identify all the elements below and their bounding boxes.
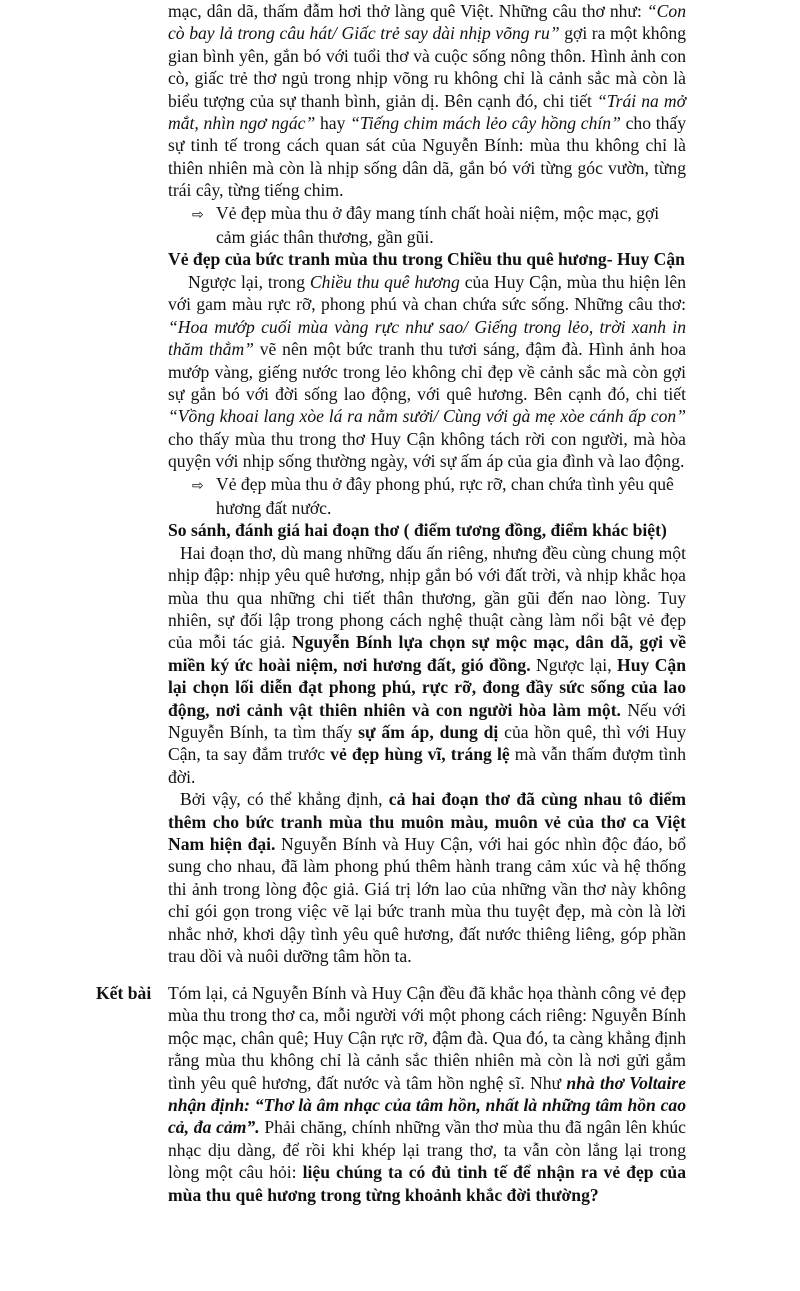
comparison-heading: So sánh, đánh giá hai đoạn thơ ( điểm tương đồng, điểm khác biệt) (168, 520, 667, 541)
text-run: “Trái na mở mắt, nhìn ngơ ngác” (168, 90, 686, 134)
text-run: Hai đoạn thơ, dù mang những dấu ấn riêng, nhưng đều cùng chung một nhịp đập: nhịp yêu quê hương, nhịp gắn bó với đất trời, và nhịp khắc họa mùa thu qua những chi tiết thân thương, gần gũi đến nao lòng. Tuy nhiên, sự đối lập trong phong cách nghệ thuật càng làm nổi bật vẻ đẹp của mỗi tác giả. (168, 542, 686, 653)
text-run: Chiều thu quê hương (309, 271, 460, 292)
text-run: cho thấy sự tinh tế trong cách quan sát của Nguyễn Bính: mùa thu không chỉ là thiên nhiên mà còn là nhịp sống dân dã, gắn bó với từng góc vườn, từng trái cây, từng tiếng chim. (168, 113, 687, 201)
text-run: “Hoa mướp cuối mùa vàng rực như sao/ Giếng trong lẻo, trời xanh in thăm thẳm” (168, 316, 686, 360)
right-arrow-icon: ⇨ (192, 206, 204, 223)
text-run: mạc, dân dã, thấm đẫm hơi thở làng quê Việt. Những câu thơ như: (168, 1, 647, 21)
text-run: cả hai đoạn thơ đã cùng nhau tô điểm thêm cho bức tranh mùa thu muôn màu, muôn vẻ của thơ ca Việt Nam hiện đại. (168, 789, 687, 855)
text-run: của hồn quê, thì với Huy Cận, ta say đắm trước (168, 722, 686, 765)
text-run: của Huy Cận, mùa thu hiện lên với gam màu rực rỡ, phong phú và chan chứa sức sống. Những câu thơ: (168, 271, 686, 315)
text-run: mà vẫn thấm đượm tình đời. (168, 744, 686, 787)
text-run: hay (315, 113, 351, 134)
ket-bai-label: Kết bài (96, 983, 152, 1003)
huy-can-paragraph (168, 271, 686, 473)
text-run: vẽ nên một bức tranh thu tươi sáng, đậm đà. Hình ảnh hoa mướp vàng, giếng nước trong lẻo không chỉ đẹp về cảnh sắc mà còn gợi sự gắn bó với đời sống lao động, với quê hương. Bên cạnh đó, chi tiết (168, 339, 687, 404)
text-run: Phải chăng, chính những vần thơ mùa thu đã ngân lên khúc nhạc dịu dàng, để rồi khi khép lại trang thơ, ta vẫn còn lắng lại trong lòng một câu hỏi: (168, 1117, 686, 1183)
text-run: Ngược lại, trong (188, 271, 310, 292)
ket-bai-column (168, 982, 686, 1206)
text-run: Nguyễn Bính và Huy Cận, với hai góc nhìn độc đáo, bổ sung cho nhau, đã làm phong phú thêm hành trang cảm xúc và hệ thống thi ảnh trong lòng độc giả. Giá trị lớn lao của những vần thơ này không chỉ gói gọn trong việc vẽ lại bức tranh mùa thu tuyệt đẹp, mà còn là lời nhắc nhở, khơi dậy tình yêu quê hương, đất nước thiêng liêng, góp phần trau dồi và nuôi dưỡng tâm hồn ta. (168, 834, 686, 967)
text-run: nhà thơ Voltaire nhận định: “Thơ là âm nhạc của tâm hồn, nhất là những tâm hồn cao cả, đa cảm”. (168, 1072, 686, 1138)
text-run: sự ấm áp, dung dị (358, 722, 499, 742)
text-run: cho thấy mùa thu trong thơ Huy Cận không tách rời con người, mà hòa quyện với nhịp sống thường ngày, với sự ấm áp của gia đình và lao động. (168, 428, 686, 472)
text-run: “Tiếng chim mách lẻo cây hồng chín” (350, 113, 621, 134)
text-run: Tóm lại, cả Nguyễn Bính và Huy Cận đều đã khắc họa thành công vẻ đẹp mùa thu trong thơ ca, mỗi người với một phong cách riêng: Nguyễn Bính mộc mạc, chân quê; Huy Cận rực rỡ, đậm đà. Qua đó, ta càng khẳng định rằng mùa thu không chỉ là cảnh sắc thiên nhiên mà còn là nơi gửi gắm tình yêu quê hương, đất nước và tâm hồn nghệ sĩ. Như (168, 983, 686, 1093)
text-run: Ngược lại, (530, 654, 618, 675)
text-run: vẻ đẹp hùng vĩ, tráng lệ (330, 744, 510, 765)
text-run: liệu chúng ta có đủ tinh tế để nhận ra vẻ đẹp của mùa thu quê hương trong từng khoảnh khắc đời thường? (168, 1162, 686, 1205)
text-run: Huy Cận lại chọn lối diễn đạt phong phú, rực rỡ, đong đầy sức sống của lao động, nơi cảnh vật thiên nhiên và con người hòa làm một. (168, 654, 686, 720)
right-arrow-icon: ⇨ (192, 477, 204, 494)
text-run: “Con cò bay lả trong câu hát/ Giấc trẻ say dài nhịp võng ru” (168, 1, 686, 44)
text-run: “Vồng khoai lang xòe lá ra nằm sưởi/ Cùng với gà mẹ xòe cánh ấp con” (168, 406, 686, 427)
huy-can-conclusion: ⇨ Vẻ đẹp mùa thu ở đây phong phú, rực rỡ, chan chứa tình yêu quê hương đất nước. (192, 473, 674, 518)
text-run: Bởi vậy, có thể khẳng định, (180, 789, 389, 810)
text-run: Nguyễn Bính lựa chọn sự mộc mạc, dân dã, gợi về miền ký ức hoài niệm, nơi hương đất, gió đồng. (168, 632, 687, 675)
text-run: gợi ra một không gian bình yên, gắn bó với tuổi thơ và cuộc sống nông thôn. Hình ảnh con cò, giấc trẻ thơ ngủ trong nhịp võng ru không chỉ là cảnh sắc mà còn là biểu tượng của sự thanh bình, giản dị. Bên cạnh đó, chi tiết (168, 23, 686, 111)
nguyen-binh-conclusion: ⇨ Vẻ đẹp mùa thu ở đây mang tính chất hoài niệm, mộc mạc, gợi cảm giác thân thương, gần gũi. (192, 202, 660, 248)
huy-can-heading: Vẻ đẹp của bức tranh mùa thu trong Chiều thu quê hương- Huy Cận (168, 249, 685, 270)
text-run: Nếu với Nguyễn Bính, ta tìm thấy (168, 699, 686, 742)
evaluation-paragraph (168, 788, 686, 967)
nguyen-binh-paragraph (168, 0, 686, 202)
ket-bai-paragraph (168, 982, 686, 1206)
body-column (168, 0, 686, 967)
comparison-paragraph (168, 542, 686, 788)
